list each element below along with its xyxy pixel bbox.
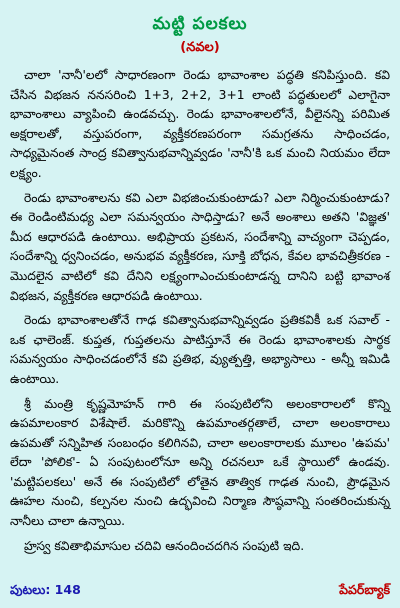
page-count-label: పుటలు: <box>10 582 51 597</box>
description-paragraph-4: శ్రీ మంత్రి కృష్ణమోహన్ గారి ఈ సంపుటిలోని అలంకారాలలో కొన్ని ఉపమాలంకార విశేషాలే. మరికొన్ని ఉపమాంతర్గతాలే, చాలా అలంకారాలు ఉపమతో సన్నిహిత సంబంధం కలిగినవి, చాలా అలంకారాలకు మూలం 'ఉపమ' లేదా 'పోలిక'- ఏ సంపుటంలోనూ అన్ని రచనలూ ఒకే స్థాయిలో ఉండవు. 'మట్టిపలకలు' అనే ఈ సంపుటిలో లోతైన తాత్విక గాఢత నుంచి, ప్రౌఢమైన ఊహల నుంచి, కల్పనల నుంచి ఉద్భవించి నిర్మాణ సౌష్ఠవాన్ని సంతరించుకున్న నానీలు చాలా ఉన్నాయి. <box>10 396 390 529</box>
book-title: మట్టి పలకలు <box>152 14 248 34</box>
description-paragraph-1: చాలా 'నానీ'లలో సాధారణంగా రెండు భావాంశాల పద్ధతి కనిపిస్తుంది. కవి చేసిన విభజన ననసరించి 1+3, 2+2, 3+1 లాంటి పద్ధతులలో ఎలాగైనా భావాంశాలు వ్యాపించి ఉండవచ్చు. రెండు భావాంశాలలోనే, వీలైనన్ని పరిమిత అక్షరాలతో, వస్తుపరంగా, వ్యక్తీకరణపరంగా సమగ్రతను సాధించడం, సాధ్యమైనంత సాంద్ర కవిత్వానుభవాన్నివ్వడం 'నానీ'కి ఒక మంచి నియమం లేదా లక్ష్యం. <box>10 68 390 180</box>
description-paragraph-2: రెండు భావాంశాలను కవి ఎలా విభజించుకుంటాడు? ఎలా నిర్మించుకుంటాడు? ఈ రెండింటిమధ్య ఎలా సమన్వయం సాధిస్తాడు? అనే అంశాలు అతని 'విజ్ఞత' మీద ఆధారపడి ఉంటాయి. అభిప్రాయ ప్రకటన, సందేశాన్ని వాచ్యంగా చెప్పడం, సందేశాన్ని ధ్వనించడం, అనుభవ వ్యక్తీకరణ, సూక్తి బోధన, కేవల భావచిత్రీకరణ - మొదలైన వాటిలో కవి దేనిని లక్ష్యంగాఎంచుకుంటాడన్న దానిని బట్టి భావాంశ విభజన, వ్యక్తీకరణ ఆధారపడి ఉంటాయి. <box>10 190 390 303</box>
description-paragraph-5: హ్రస్వ కవితాభిమాసుల చదివి ఆనందించదగిన సంపుటి ఇది. <box>24 538 305 553</box>
page-count <box>10 582 81 601</box>
description-paragraph-3: రెండు భావాంశాలతోనే గాఢ కవిత్వానుభవాన్నివ్వడం ప్రతికవికీ ఒక సవాల్ - ఒక ఛాలెంజ్. కుప్తత, గుప్తతలను పాటిస్తూనే ఈ రెండు భావాంశాలకు సార్థక సమన్వయం సాధించడంలోనే కవి ప్రతిభ, వ్యుత్పత్తి, అభ్యాసాలు - అన్నీ ఇమిడి ఉంటాయి. <box>10 313 390 386</box>
page-count-value: 148 <box>54 582 81 597</box>
book-format: పేపర్‌బ్యాక్ <box>339 582 390 597</box>
book-footer <box>10 582 390 601</box>
book-genre: (నవల) <box>180 40 220 55</box>
